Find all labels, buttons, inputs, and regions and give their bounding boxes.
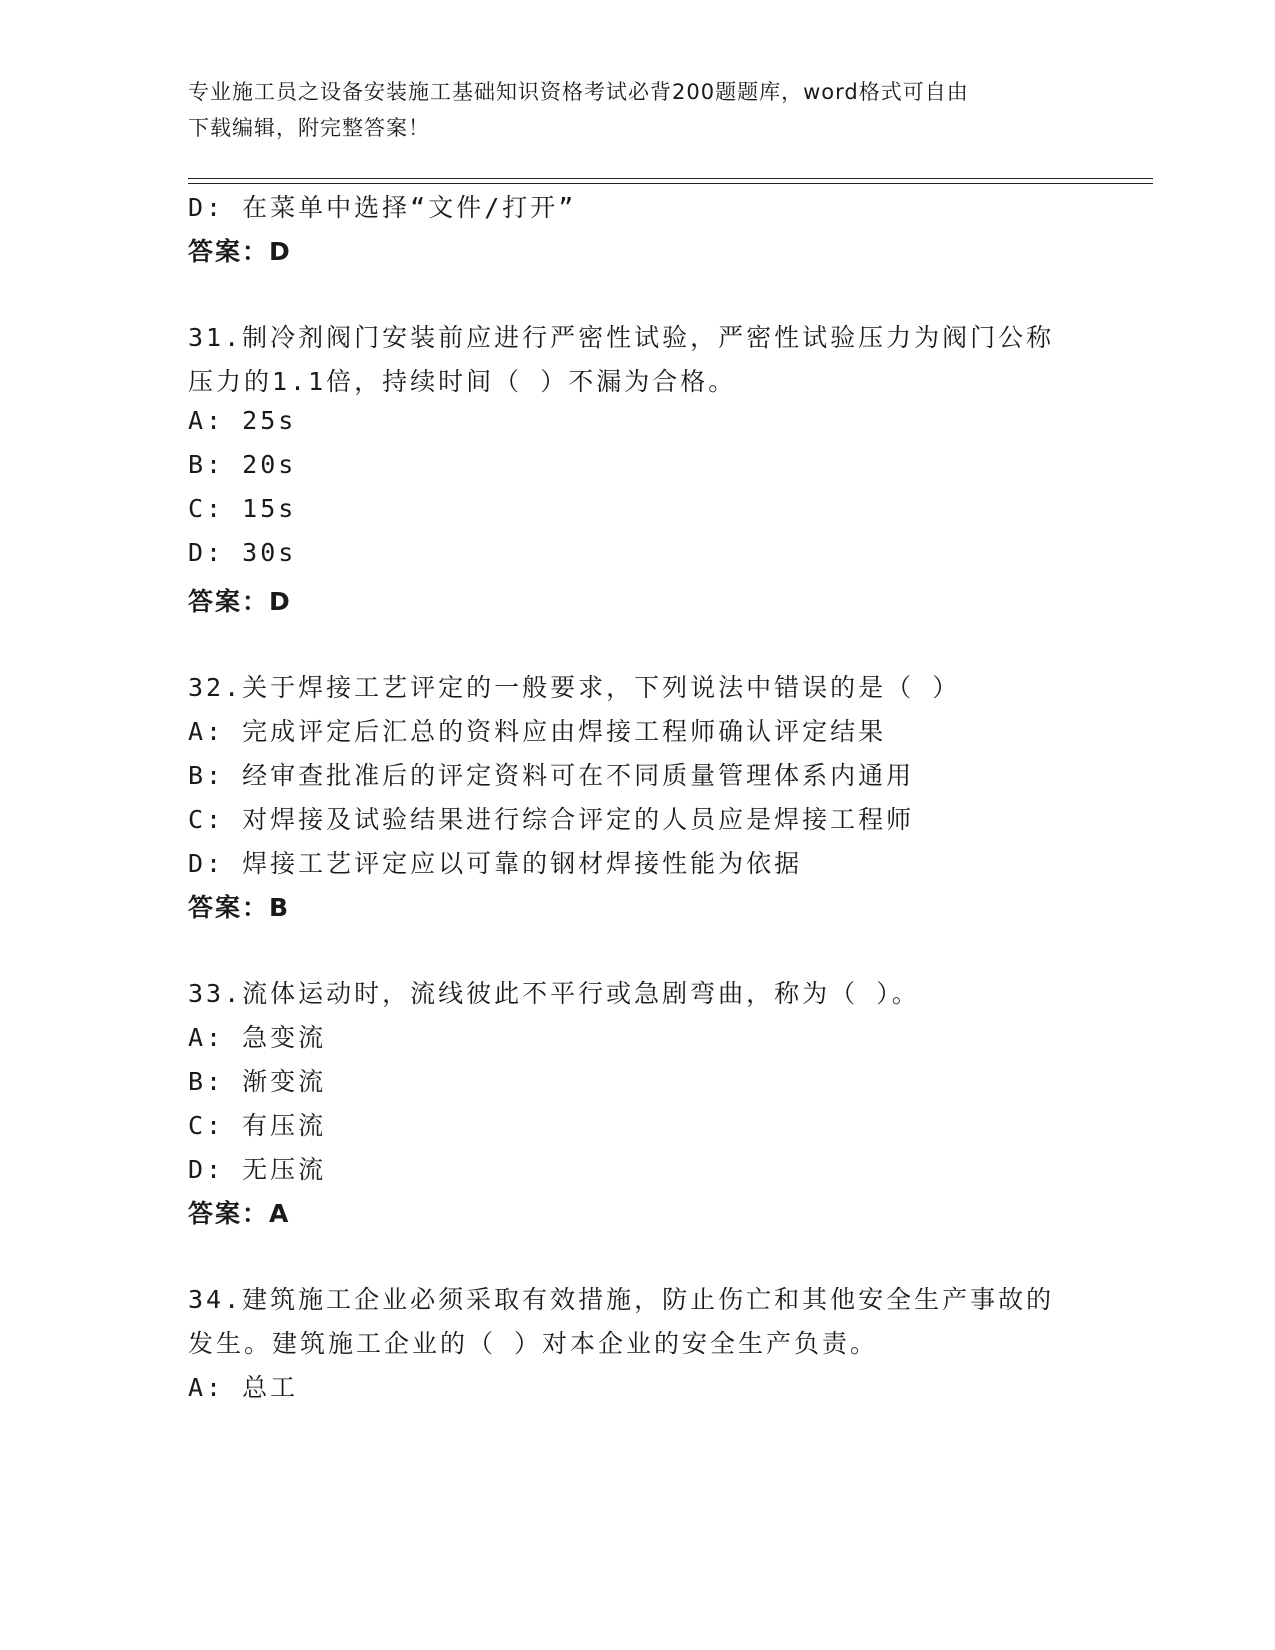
prev-answer: 答案：D [188, 237, 292, 266]
q32-answer: 答案：B [188, 893, 291, 922]
q34-option-a: A: 总工 [188, 1373, 299, 1402]
q32-option-c: C: 对焊接及试验结果进行综合评定的人员应是焊接工程师 [188, 805, 915, 834]
q31-answer: 答案：D [188, 587, 292, 616]
document-header [188, 74, 1068, 146]
q33-option-b: B: 渐变流 [188, 1067, 327, 1096]
q31-option-b: B: 20s [188, 450, 297, 479]
q31-option-d: D: 30s [188, 538, 297, 567]
q31-stem-line-2: 压力的1.1倍，持续时间（ ）不漏为合格。 [188, 367, 737, 396]
prev-option-d: D: 在菜单中选择“文件/打开” [188, 193, 577, 222]
q32-option-d: D: 焊接工艺评定应以可靠的钢材焊接性能为依据 [188, 849, 803, 878]
q32-stem-line-1: 32.关于焊接工艺评定的一般要求，下列说法中错误的是（ ） [188, 673, 961, 702]
q34-stem-line-1: 34.建筑施工企业必须采取有效措施，防止伤亡和其他安全生产事故的 [188, 1285, 1055, 1314]
q33-option-d: D: 无压流 [188, 1155, 327, 1184]
q33-option-c: C: 有压流 [188, 1111, 327, 1140]
q31-option-c: C: 15s [188, 494, 297, 523]
header-line-1: 专业施工员之设备安装施工基础知识资格考试必背200题题库，word格式可自由 [188, 80, 969, 104]
q33-option-a: A: 急变流 [188, 1023, 327, 1052]
q32-option-b: B: 经审查批准后的评定资料可在不同质量管理体系内通用 [188, 761, 915, 790]
header-divider-top [188, 178, 1153, 179]
q31-option-a: A: 25s [188, 406, 297, 435]
q31-stem-line-1: 31.制冷剂阀门安装前应进行严密性试验，严密性试验压力为阀门公称 [188, 323, 1055, 352]
q34-stem-line-2: 发生。建筑施工企业的（ ）对本企业的安全生产负责。 [188, 1329, 879, 1358]
q32-option-a: A: 完成评定后汇总的资料应由焊接工程师确认评定结果 [188, 717, 887, 746]
header-line-2: 下载编辑，附完整答案！ [188, 116, 430, 140]
q33-stem-line-1: 33.流体运动时，流线彼此不平行或急剧弯曲，称为（ ）。 [188, 979, 920, 1008]
q33-answer: 答案：A [188, 1199, 291, 1228]
header-divider-bottom [188, 183, 1153, 184]
